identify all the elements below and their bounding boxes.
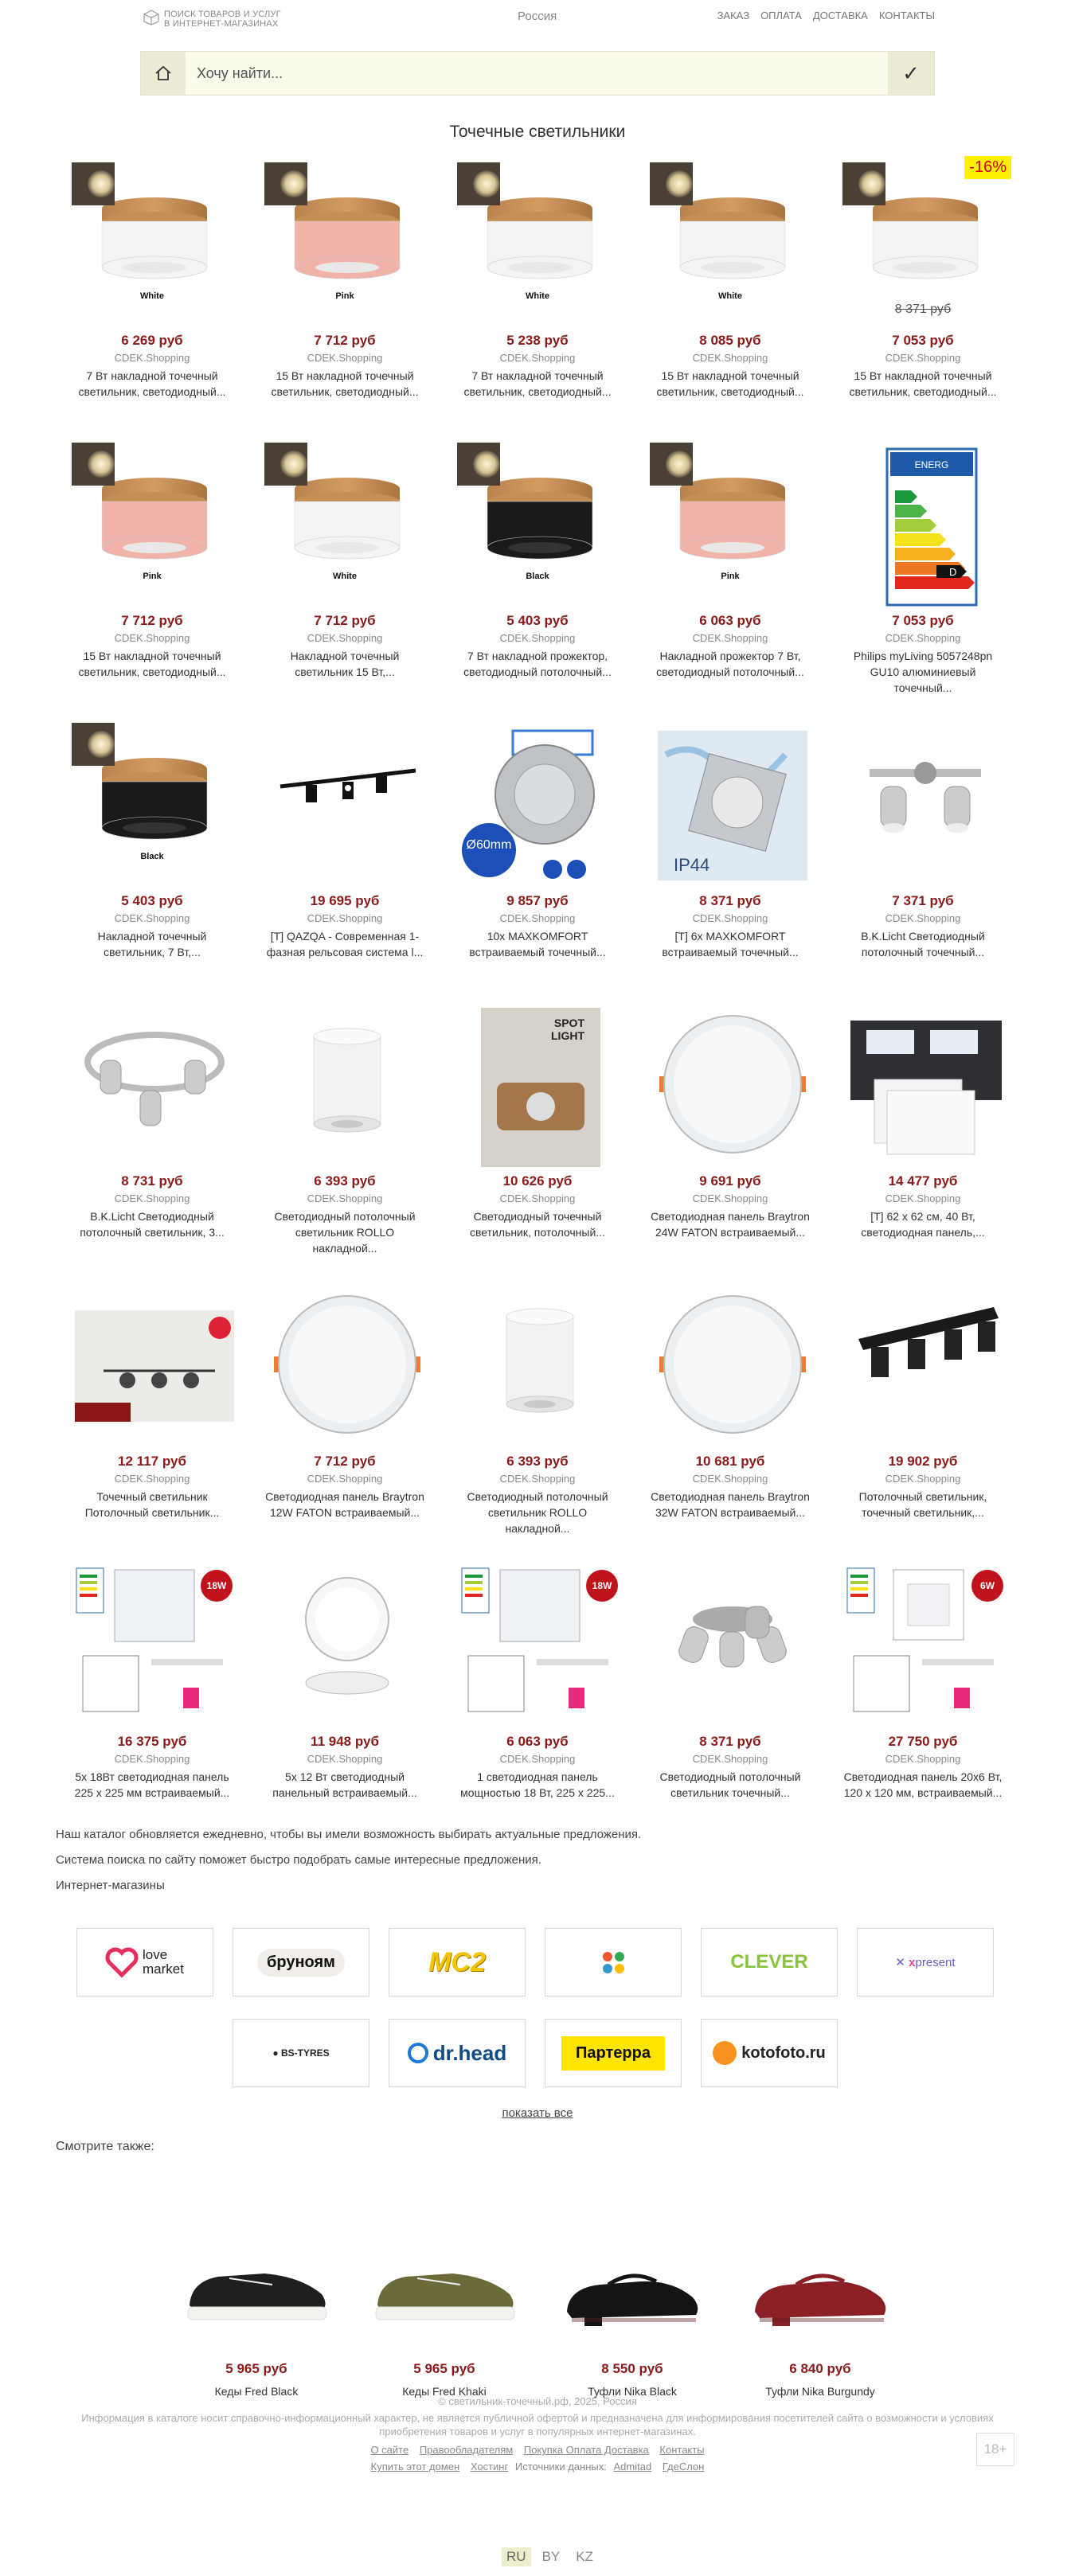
shop-logo: бруноям (257, 1949, 345, 1977)
product-shop: CDEK.Shopping (692, 912, 768, 924)
logo-cube-icon (143, 10, 159, 25)
logo-line-1: ПОИСК ТОВАРОВ И УСЛУГ (164, 10, 281, 19)
product-price: 7 053 руб (892, 613, 954, 628)
sources-label: Источники данных: (514, 2461, 607, 2473)
shop-tile-bruno[interactable] (233, 1928, 369, 1996)
product-price: 8 371 руб (699, 893, 761, 908)
product-image[interactable] (650, 1563, 815, 1729)
product-card[interactable] (634, 156, 827, 436)
shop-logo: ● BS-TYRES (272, 2047, 330, 2059)
lamp-glow-thumbnail (457, 443, 500, 486)
site-header (140, 0, 935, 37)
language-switcher (502, 2547, 598, 2566)
shops-title: Интернет-магазины (56, 1879, 165, 1892)
svg-text:D: D (949, 566, 957, 578)
product-card[interactable] (634, 1557, 827, 1837)
product-color-label: White (140, 291, 164, 301)
recommended-name[interactable]: Туфли Nika Black (588, 2385, 677, 2398)
footer-link-hosting[interactable]: Хостинг (470, 2461, 509, 2473)
product-card[interactable] (634, 997, 827, 1277)
product-name[interactable]: 5x 12 Вт светодиодный панельный встраиваемый... (272, 1770, 417, 1799)
lamp-glow-thumbnail (72, 723, 115, 766)
product-image[interactable] (457, 1283, 623, 1449)
product-card[interactable] (634, 436, 827, 716)
old-price: 8 371 руб (894, 302, 952, 316)
product-image[interactable] (457, 1003, 623, 1169)
footer-link-about[interactable]: О сайте (370, 2444, 409, 2456)
recommended-price: 8 550 руб (601, 2361, 663, 2376)
shop-logo (603, 1952, 624, 1973)
product-name[interactable]: Светодиодный точечный светильник, потолочный... (470, 1210, 605, 1239)
show-all-link[interactable]: показать все (502, 2106, 573, 2120)
product-name[interactable]: Точечный светильник Потолочный светильник... (84, 1490, 220, 1519)
product-price: 8 371 руб (699, 1734, 761, 1749)
product-card[interactable] (441, 1277, 634, 1557)
product-shop: CDEK.Shopping (885, 1473, 961, 1485)
product-shop: CDEK.Shopping (114, 352, 190, 364)
product-card[interactable] (441, 1557, 634, 1837)
nav-contacts[interactable]: КОНТАКТЫ (878, 10, 935, 21)
product-card[interactable] (56, 716, 248, 997)
product-image[interactable] (650, 1283, 815, 1449)
search-bar (140, 51, 935, 96)
product-name[interactable]: [T] QAZQA - Современная 1-фазная рельсовая система l... (266, 930, 424, 958)
product-wattage-label: 18W (592, 1580, 612, 1591)
search-input[interactable] (186, 52, 888, 95)
product-price: 6 063 руб (506, 1734, 569, 1749)
product-shop: CDEK.Shopping (499, 1753, 576, 1765)
svg-text:ENERG: ENERG (914, 459, 949, 470)
product-name[interactable]: Светодиодный потолочный светильник ROLLO накладной... (274, 1210, 416, 1255)
disclaimer-line-1: Информация в каталоге носит справочно-информационный характер, не является публичной офертой и предназначена для информирования посетителей сайта о возможности и условиях (81, 2412, 994, 2424)
product-price: 5 403 руб (121, 893, 183, 908)
home-button[interactable] (141, 52, 186, 95)
product-name[interactable]: Светодиодная панель 20x6 Вт, 120 x 120 мм, встраиваемый... (843, 1770, 1003, 1799)
product-card[interactable] (248, 436, 441, 716)
product-shop: CDEK.Shopping (885, 1192, 961, 1204)
svg-text:IP44: IP44 (674, 855, 710, 875)
recommended-item[interactable] (741, 2229, 900, 2398)
product-card[interactable] (248, 1557, 441, 1837)
product-price: 11 948 руб (311, 1734, 379, 1749)
product-card[interactable] (248, 716, 441, 997)
product-name[interactable]: Светодиодная панель Braytron 12W FATON встраиваемый... (265, 1490, 424, 1519)
product-card[interactable] (56, 997, 248, 1277)
lamp-glow-thumbnail (264, 443, 307, 486)
product-color-label: Black (526, 572, 549, 581)
lamp-glow-thumbnail (264, 162, 307, 205)
product-shop: CDEK.Shopping (692, 1753, 768, 1765)
nav-payment[interactable]: ОПЛАТА (760, 10, 802, 21)
product-image[interactable] (72, 1003, 237, 1169)
checkmark-icon: ✓ (902, 60, 920, 85)
product-image[interactable] (650, 723, 815, 888)
product-card[interactable] (827, 1277, 1019, 1557)
product-shop: CDEK.Shopping (499, 912, 576, 924)
product-shop: CDEK.Shopping (307, 1473, 383, 1485)
lamp-glow-thumbnail (72, 162, 115, 205)
product-shop: CDEK.Shopping (499, 632, 576, 644)
product-shop: CDEK.Shopping (499, 1192, 576, 1204)
lamp-glow-thumbnail (650, 443, 693, 486)
product-card[interactable] (827, 716, 1019, 997)
product-name[interactable]: 1 светодиодная панель мощностью 18 Вт, 225 x 225... (460, 1770, 615, 1799)
product-card[interactable] (56, 156, 248, 436)
product-price: 7 712 руб (121, 613, 183, 628)
product-shop: CDEK.Shopping (885, 912, 961, 924)
product-name[interactable]: Светодиодная панель Braytron 32W FATON встраиваемый... (651, 1490, 810, 1519)
product-shop: CDEK.Shopping (499, 352, 576, 364)
svg-text:LIGHT: LIGHT (551, 1029, 584, 1042)
product-name[interactable]: 7 Вт накладной точечный светильник, светодиодный... (78, 369, 226, 398)
product-price: 7 712 руб (314, 333, 376, 348)
recommended-price: 6 840 руб (789, 2361, 851, 2376)
copyright: © светильник-точечный.рф, 2025, Россия (438, 2395, 637, 2407)
product-color-label: White (718, 291, 742, 301)
shop-logo: dr.head (408, 2041, 506, 2066)
product-shop: CDEK.Shopping (692, 1473, 768, 1485)
shop-tile-kotofoto[interactable] (701, 2019, 838, 2087)
product-shop: CDEK.Shopping (307, 632, 383, 644)
product-shop: CDEK.Shopping (692, 632, 768, 644)
product-price: 19 902 руб (888, 1454, 958, 1469)
lamp-glow-thumbnail (650, 162, 693, 205)
recommended-price: 5 965 руб (413, 2361, 475, 2376)
product-color-label: Pink (143, 572, 162, 581)
lang-ru[interactable]: RU (502, 2547, 531, 2566)
site-footer (0, 2395, 1075, 2473)
product-card[interactable] (248, 1277, 441, 1557)
product-shop: CDEK.Shopping (114, 632, 190, 644)
product-shop: CDEK.Shopping (499, 1473, 576, 1485)
source-link-gdeslon[interactable]: ГдеСлон (662, 2461, 705, 2473)
product-name[interactable]: Накладной точечный светильник, 7 Вт,... (97, 930, 207, 958)
product-price: 19 695 руб (310, 893, 380, 908)
product-name[interactable]: Потолочный светильник, точечный светильник,... (858, 1490, 987, 1519)
product-price: 7 371 руб (892, 893, 954, 908)
product-price: 27 750 руб (888, 1734, 958, 1749)
product-card[interactable] (441, 716, 634, 997)
product-price: 8 085 руб (699, 333, 761, 348)
product-wattage-label: 6W (980, 1580, 995, 1591)
lang-by[interactable]: BY (541, 2549, 561, 2564)
product-price: 12 117 руб (118, 1454, 186, 1469)
product-card[interactable] (248, 156, 441, 436)
product-price: 5 403 руб (506, 613, 569, 628)
nav-delivery[interactable]: ДОСТАВКА (812, 10, 868, 21)
product-card[interactable] (441, 156, 634, 436)
product-shop: CDEK.Shopping (692, 352, 768, 364)
product-name[interactable]: Светодиодный потолочный светильник ROLLO накладной... (467, 1490, 608, 1535)
product-name[interactable]: Светодиодная панель Braytron 24W FATON встраиваемый... (651, 1210, 810, 1239)
product-price: 9 857 руб (506, 893, 569, 908)
recommended-item[interactable] (365, 2229, 524, 2398)
footer-links (0, 2443, 1075, 2457)
product-price: 6 063 руб (699, 613, 761, 628)
product-price: 16 375 руб (117, 1734, 187, 1749)
product-card[interactable] (56, 1277, 248, 1557)
product-color-label: White (333, 572, 357, 581)
product-image[interactable] (264, 723, 430, 888)
recommended-name[interactable]: Кеды Fred Black (214, 2385, 299, 2398)
shop-tile-clever[interactable] (701, 1928, 838, 1996)
product-card[interactable] (634, 1277, 827, 1557)
product-name[interactable]: 15 Вт накладной точечный светильник, светодиодный... (656, 369, 804, 398)
product-price: 6 393 руб (314, 1173, 376, 1188)
lamp-glow-thumbnail (457, 162, 500, 205)
product-price: 6 269 руб (121, 333, 183, 348)
recommended-image[interactable] (741, 2229, 900, 2332)
site-logo[interactable] (143, 10, 281, 29)
product-price: 10 681 руб (695, 1454, 765, 1469)
lamp-glow-thumbnail (842, 162, 885, 205)
source-link-admitad[interactable]: Admitad (613, 2461, 652, 2473)
product-name[interactable]: 15 Вт накладной точечный светильник, светодиодный... (78, 650, 226, 678)
product-image[interactable] (457, 723, 623, 888)
footer-link-delivery[interactable]: Покупка Оплата Доставка (523, 2444, 649, 2456)
product-name[interactable]: 10x MAXKOMFORT встраиваемый точечный... (469, 930, 606, 958)
product-card[interactable] (56, 436, 248, 716)
catalog-info-2: Система поиска по сайту поможет быстро подобрать самые интересные предложения. (56, 1853, 541, 1867)
product-shop: CDEK.Shopping (692, 1192, 768, 1204)
logo-line-2: В ИНТЕРНЕТ-МАГАЗИНАХ (164, 19, 279, 29)
nav-order[interactable]: ЗАКАЗ (717, 10, 750, 21)
product-card[interactable] (827, 436, 1019, 716)
lamp-glow-thumbnail (72, 443, 115, 486)
home-icon (154, 64, 172, 82)
shop-logo: ✕ xpresent (895, 1956, 956, 1969)
product-name[interactable]: [T] 62 x 62 см, 40 Вт, светодиодная панель,... (861, 1210, 985, 1239)
product-price: 14 477 руб (888, 1173, 958, 1188)
product-image[interactable] (264, 1003, 430, 1169)
product-shop: CDEK.Shopping (307, 1753, 383, 1765)
product-shop: CDEK.Shopping (307, 352, 383, 364)
footer-link-contacts[interactable]: Контакты (659, 2444, 705, 2456)
shop-logo: CLEVER (730, 1951, 808, 1973)
product-price: 5 238 руб (506, 333, 569, 348)
product-name[interactable]: 7 Вт накладной прожектор, светодиодный потолочный... (463, 650, 612, 678)
shop-tile-xpresent[interactable] (857, 1928, 994, 1996)
recommended-item[interactable] (177, 2229, 336, 2398)
product-price: 7 712 руб (314, 1454, 376, 1469)
region-selector[interactable]: Россия (518, 10, 557, 23)
product-image[interactable] (72, 1283, 237, 1449)
product-image[interactable] (842, 443, 1008, 608)
product-shop: CDEK.Shopping (114, 1192, 190, 1204)
disclaimer-line-2: приобретения товаров и услуг в популярных интернет-магазинах. (379, 2426, 696, 2437)
product-price: 8 731 руб (121, 1173, 183, 1188)
product-name[interactable]: Накладной точечный светильник 15 Вт,... (290, 650, 400, 678)
product-image[interactable] (842, 723, 1008, 888)
product-color-label: White (526, 291, 549, 301)
product-grid (56, 156, 1019, 1837)
product-image[interactable] (842, 1283, 1008, 1449)
product-color-label: Pink (335, 291, 354, 301)
product-image[interactable] (264, 1563, 430, 1729)
product-name[interactable]: 15 Вт накладной точечный светильник, светодиодный... (849, 369, 997, 398)
product-shop: CDEK.Shopping (114, 1473, 190, 1485)
footer-links-2 (0, 2460, 1075, 2473)
product-card[interactable] (248, 997, 441, 1277)
product-name[interactable]: 15 Вт накладной точечный светильник, светодиодный... (271, 369, 419, 398)
recommended-name[interactable]: Туфли Nika Burgundy (765, 2385, 875, 2398)
product-shop: CDEK.Shopping (307, 912, 383, 924)
product-card[interactable] (827, 997, 1019, 1277)
footer-link-buy-domain[interactable]: Купить этот домен (370, 2461, 460, 2473)
product-shop: CDEK.Shopping (885, 632, 961, 644)
shop-tile-love[interactable] (76, 1928, 213, 1996)
shop-logo: MC2 (428, 1946, 486, 1977)
product-name[interactable]: B.K.Licht Светодиодный потолочный точечный... (861, 930, 985, 958)
recommended-image[interactable] (177, 2229, 336, 2332)
product-color-label: Black (140, 852, 164, 861)
product-name[interactable]: Светодиодный потолочный светильник точечный... (659, 1770, 801, 1799)
product-card[interactable] (827, 156, 1019, 436)
product-image[interactable] (264, 1283, 430, 1449)
product-shop: CDEK.Shopping (114, 1753, 190, 1765)
shop-tile-bstyres[interactable] (233, 2019, 369, 2087)
shop-tile-drhead[interactable] (389, 2019, 526, 2087)
discount-badge: -16% (964, 156, 1011, 179)
top-nav (717, 10, 935, 21)
product-shop: CDEK.Shopping (307, 1192, 383, 1204)
product-shop: CDEK.Shopping (885, 352, 961, 364)
recommended-image[interactable] (365, 2229, 524, 2332)
product-price: 7 712 руб (314, 613, 376, 628)
recommended-name[interactable]: Кеды Fred Khaki (402, 2385, 487, 2398)
product-shop: CDEK.Shopping (114, 912, 190, 924)
shop-logo: Партерра (561, 2036, 665, 2071)
product-card[interactable] (441, 997, 634, 1277)
footer-link-rights[interactable]: Правообладателям (419, 2444, 514, 2456)
shop-logo: kotofoto.ru (713, 2041, 826, 2065)
recommended-item[interactable] (553, 2229, 712, 2398)
product-name[interactable]: 7 Вт накладной точечный светильник, светодиодный... (463, 369, 612, 398)
product-name[interactable]: Philips myLiving 5057248pn GU10 алюминиевый точечный... (853, 650, 993, 694)
product-price: 6 393 руб (506, 1454, 569, 1469)
shop-tile-mc2[interactable] (389, 1928, 526, 1996)
product-card[interactable] (827, 1557, 1019, 1837)
shop-tile-fun[interactable] (545, 1928, 682, 1996)
search-submit-button[interactable] (888, 52, 934, 95)
recommended-price: 5 965 руб (225, 2361, 287, 2376)
product-name[interactable]: [T] 6x MAXKOMFORT встраиваемый точечный... (662, 930, 799, 958)
product-card[interactable] (634, 716, 827, 997)
catalog-info-1: Наш каталог обновляется ежедневно, чтобы вы имели возможность выбирать актуальные предложения. (56, 1828, 642, 1841)
product-name[interactable]: Накладной прожектор 7 Вт, светодиодный потолочный... (656, 650, 804, 678)
product-name[interactable]: B.K.Licht Светодиодный потолочный светильник, 3... (80, 1210, 225, 1239)
shop-logo: love market (106, 1948, 184, 1977)
product-price: 10 626 руб (502, 1173, 573, 1188)
svg-text:Ø60mm: Ø60mm (466, 838, 512, 852)
product-price: 9 691 руб (699, 1173, 761, 1188)
page-title: Точечные светильники (449, 123, 626, 141)
age-rating-badge: 18+ (976, 2433, 1014, 2466)
product-wattage-label: 18W (206, 1580, 227, 1591)
product-card[interactable] (56, 1557, 248, 1837)
see-also-title: Смотрите также: (56, 2140, 154, 2153)
product-price: 7 053 руб (892, 333, 954, 348)
product-card[interactable] (441, 436, 634, 716)
product-shop: CDEK.Shopping (885, 1753, 961, 1765)
product-image[interactable] (650, 1003, 815, 1169)
product-image[interactable] (842, 1003, 1008, 1169)
lang-kz[interactable]: KZ (576, 2549, 593, 2564)
shop-tile-parterra[interactable] (545, 2019, 682, 2087)
svg-text:SPOT: SPOT (553, 1017, 584, 1029)
product-color-label: Pink (721, 572, 740, 581)
product-name[interactable]: 5x 18Вт светодиодная панель 225 x 225 мм встраиваемый... (74, 1770, 230, 1799)
recommended-image[interactable] (553, 2229, 712, 2332)
